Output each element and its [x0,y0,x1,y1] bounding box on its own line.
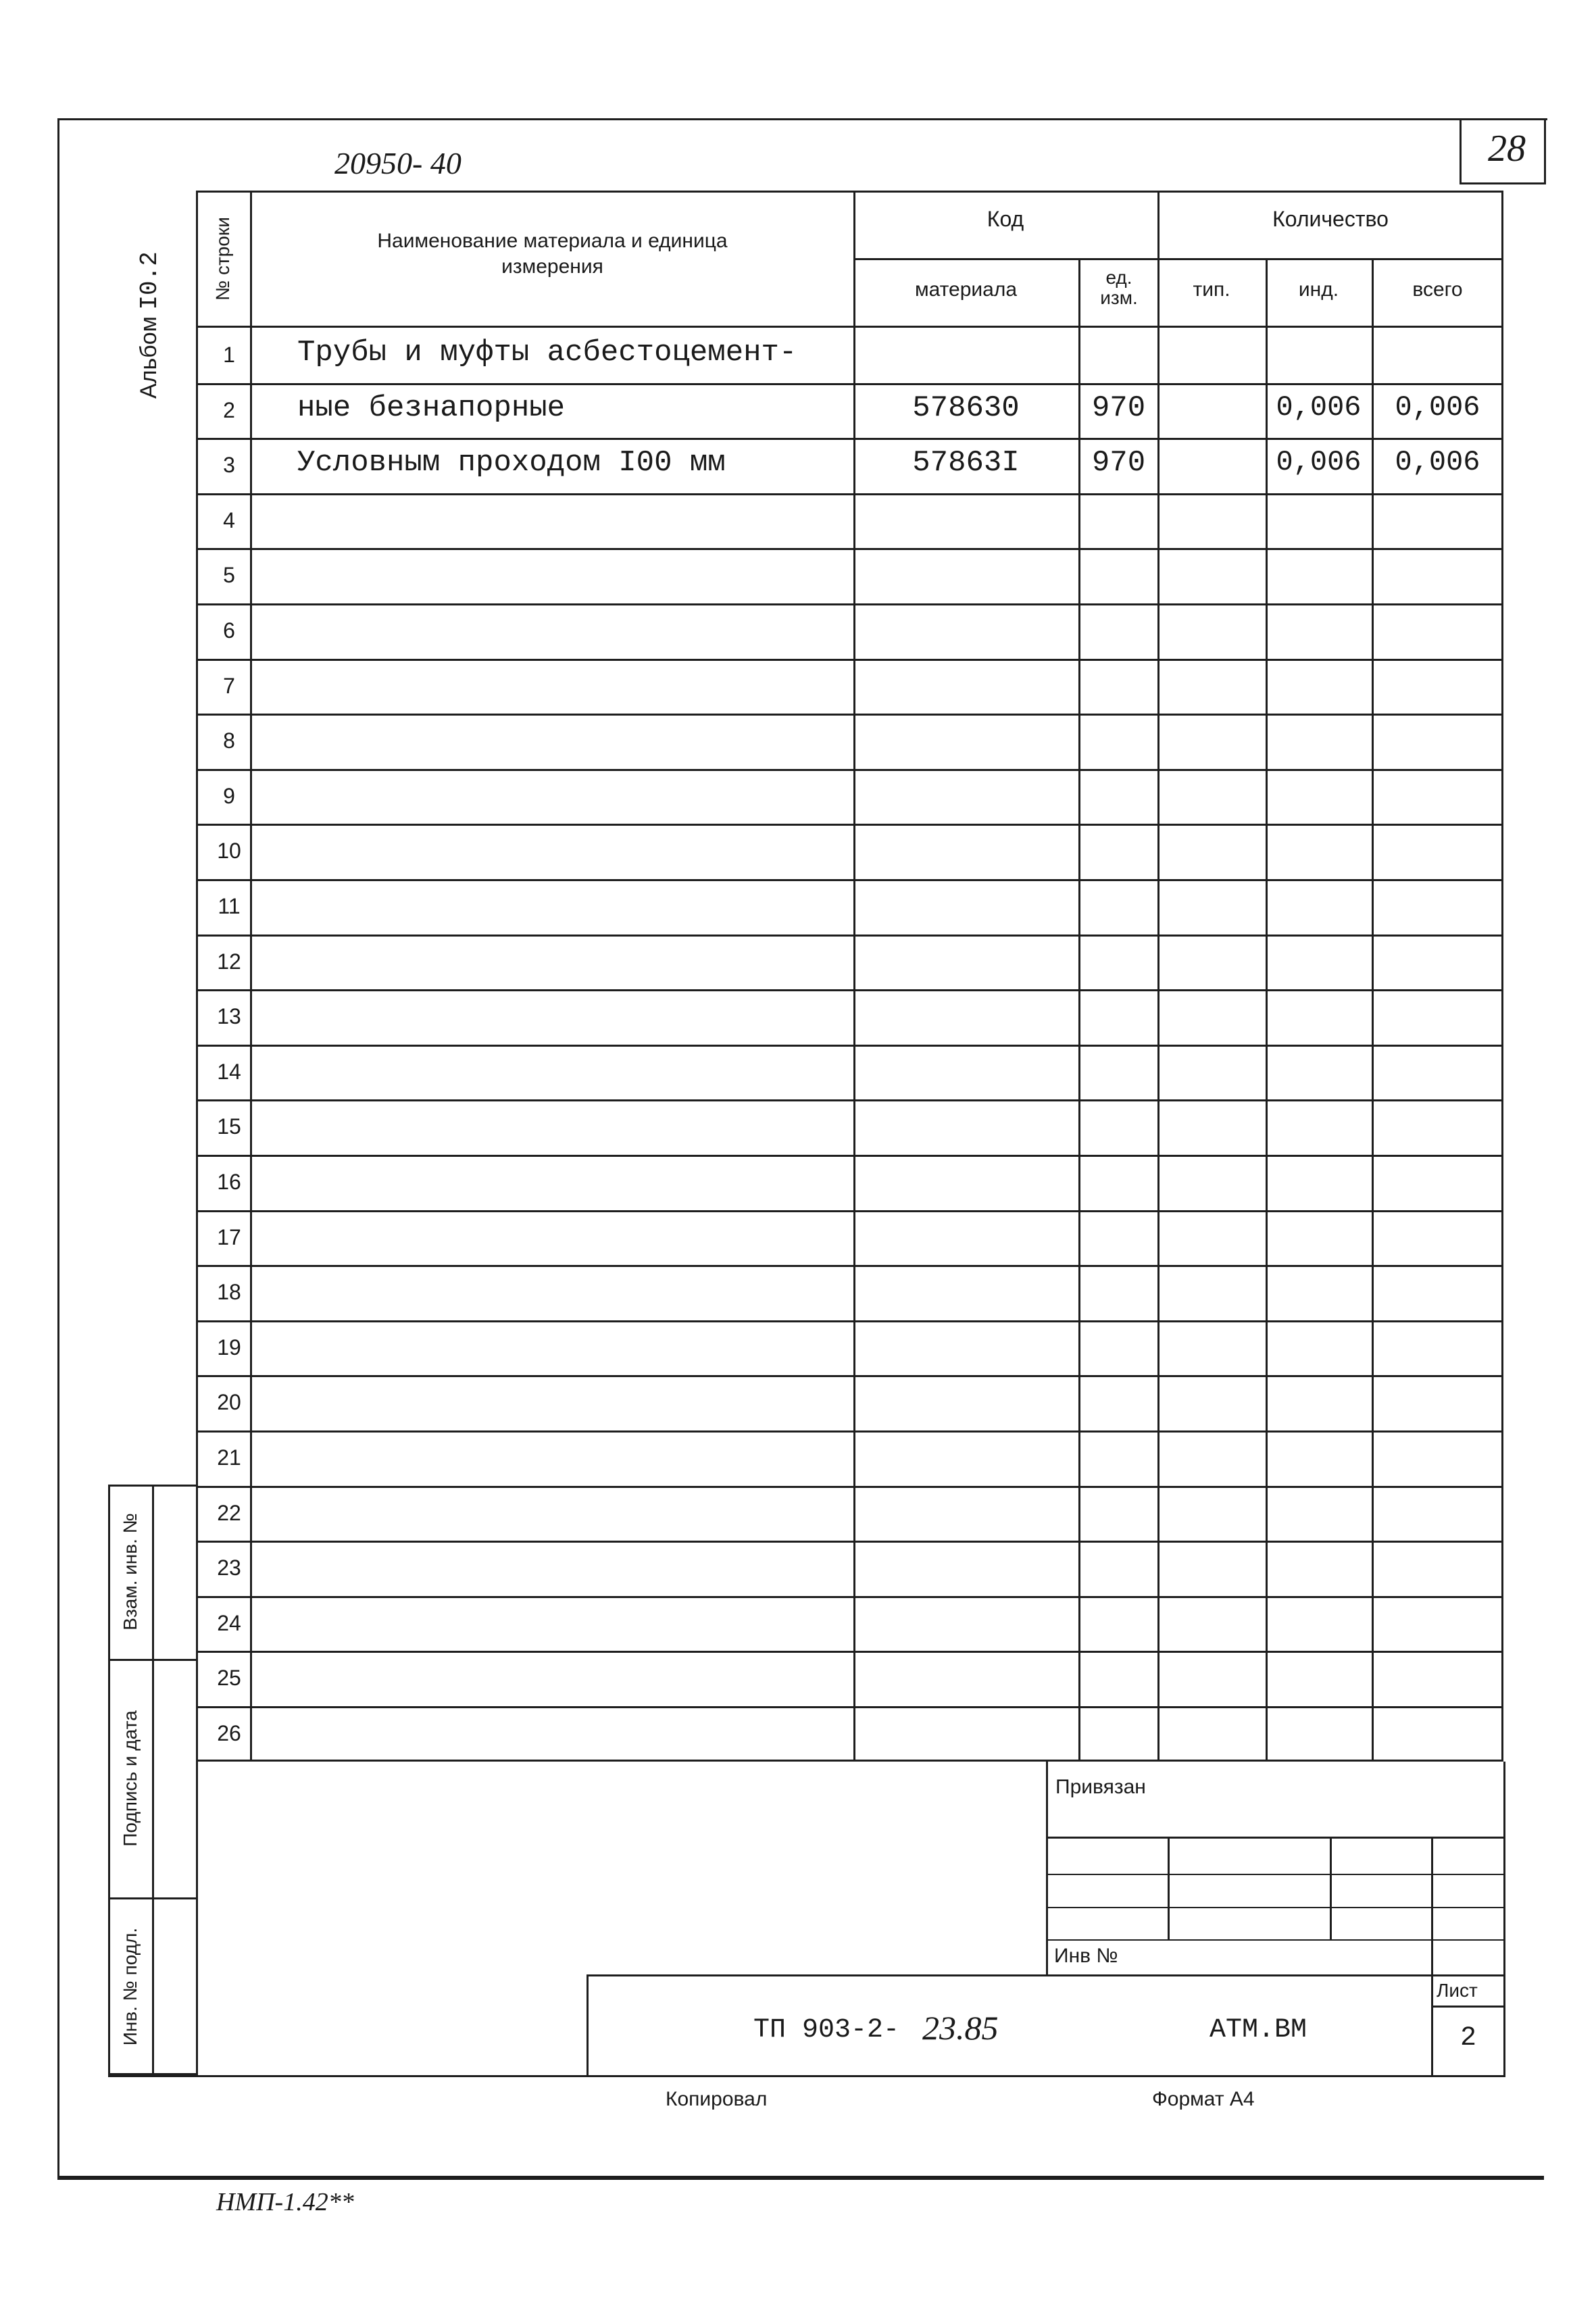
tb-tied-line [1046,1837,1505,1839]
row-material-name: Условным проходом I00 мм [297,446,726,480]
row-number: 14 [217,1060,241,1084]
header-quantity: Количество [1272,207,1389,231]
header-bottom-line [196,326,1503,328]
row-line [196,493,1503,495]
tb-grid-col-3 [1431,1837,1433,2075]
row-qty-total: 0,006 [1395,391,1480,424]
row-number: 17 [217,1225,241,1249]
row-number: 12 [217,949,241,974]
row-qty-ind: 0,006 [1276,446,1362,478]
row-material-code: 578630 [912,391,1020,425]
header-qty-ind: инд. [1298,278,1339,301]
row-number: 19 [217,1335,241,1360]
row-number: 6 [223,618,235,643]
header-qty-typ: тип. [1193,278,1230,301]
row-number: 1 [223,343,235,367]
row-material-code: 57863I [912,446,1020,480]
tb-grid-col-2 [1330,1837,1332,1939]
footer-stamp: НМП-1.42** [216,2188,354,2216]
row-line [196,438,1503,440]
row-line [196,1099,1503,1101]
row-line [196,1045,1503,1047]
row-number: 11 [218,894,241,918]
row-line [196,1486,1503,1488]
stamp-original-inv: Инв. № подл. [120,1927,141,2046]
row-unit-code: 970 [1091,446,1146,480]
doc-mark: АТМ.ВМ [1210,2015,1307,2045]
col-line-rowno [250,191,252,1762]
tb-grid-col-1 [1168,1837,1170,1939]
tb-sheet-line [1431,2006,1505,2008]
inv-no-label: Инв № [1054,1945,1118,1967]
row-line [196,1596,1503,1598]
row-line [196,1706,1503,1708]
row-line [196,714,1503,716]
row-line [196,879,1503,881]
row-number: 24 [217,1611,241,1635]
doc-number-handwritten: 20950- 40 [334,146,462,180]
row-qty-ind: 0,006 [1276,391,1362,424]
binding-stamp-line-2 [108,1897,196,1899]
row-number: 4 [223,508,235,532]
row-number: 20 [217,1390,241,1414]
row-number: 23 [217,1555,241,1580]
binding-stamp-line-1 [108,1659,196,1661]
row-number: 9 [223,784,235,808]
row-unit-code: 970 [1091,391,1146,425]
row-number: 21 [217,1445,241,1470]
row-line [196,1320,1503,1322]
sheet-value: 2 [1460,2023,1476,2053]
row-material-name: ные безнапорные [297,391,566,425]
sheet-label: Лист [1437,1980,1478,2001]
row-number: 10 [217,839,241,863]
format-label: Формат А4 [1152,2088,1255,2110]
col-line-name [853,191,855,1762]
header-code: Код [987,207,1024,231]
row-number: 8 [223,728,235,753]
page-right-border [1544,118,1546,182]
stamp-signature-date: Подпись и дата [120,1710,141,1847]
row-line [196,1651,1503,1653]
row-number: 22 [217,1501,241,1525]
tb-main-top [587,1974,1505,1976]
row-number: 15 [217,1114,241,1139]
row-line [196,989,1503,991]
tied-label: Привязан [1055,1776,1146,1798]
page-bottom-border [57,2178,1544,2180]
row-line [196,1210,1503,1212]
col-line-typ [1266,258,1268,1762]
row-qty-total: 0,006 [1395,446,1480,478]
tb-grid-line-2 [1046,1907,1505,1908]
row-number: 16 [217,1170,241,1194]
row-line [196,824,1503,826]
row-line [196,1155,1503,1157]
doc-code-typed: ТП 903-2- [753,2015,900,2045]
row-number: 25 [217,1666,241,1690]
row-line [196,548,1503,550]
header-row-number: № строки [212,217,233,301]
copied-label: Копировал [666,2088,768,2110]
col-line-code [1078,258,1080,1762]
binding-stamp-divider [152,1485,154,2075]
tb-bottom-line [108,2075,1505,2077]
album-label: Альбом I0.2 [136,251,164,399]
header-qty-total: всего [1412,278,1463,301]
row-number: 5 [223,563,235,587]
stamp-replaced-inv: Взам. инв. № [120,1513,141,1631]
row-number: 18 [217,1280,241,1304]
header-code-material: материала [914,278,1018,301]
tb-grid-line-3 [1046,1939,1505,1941]
tb-right-line [1503,1762,1505,2077]
row-line [196,659,1503,661]
page-top-border [57,118,1547,120]
row-line [196,1265,1503,1267]
tb-grid-line-1 [1046,1874,1505,1875]
row-number: 7 [223,674,235,698]
col-line-unit [1157,191,1159,1762]
tb-left-line [196,1762,198,2077]
row-line [196,1430,1503,1433]
row-line [196,769,1503,771]
row-line [196,1375,1503,1377]
page-number: 28 [1488,128,1526,170]
row-material-name: Трубы и муфты асбестоцемент- [297,336,797,370]
header-material-name: Наименование материала и единица измерения [377,230,728,278]
row-line [196,383,1503,385]
bottom-rule [57,2176,1544,2178]
row-number: 26 [217,1721,241,1745]
col-line-ind [1372,258,1374,1762]
tb-main-left [587,1974,589,2077]
row-number: 13 [217,1004,241,1028]
row-number: 3 [223,453,235,477]
row-line [196,603,1503,605]
tb-tied-left [1046,1762,1048,1976]
page-left-border [57,118,59,2179]
page-number-box-bottom [1460,182,1546,184]
row-line [196,935,1503,937]
row-line [196,1541,1503,1543]
row-number: 2 [223,398,235,422]
header-mid-line [853,258,1503,260]
spec-table [196,191,1503,1762]
doc-code-handwritten: 23.85 [922,2009,999,2047]
header-code-unit: ед. изм. [1100,267,1138,308]
page-number-box-left [1460,118,1462,182]
